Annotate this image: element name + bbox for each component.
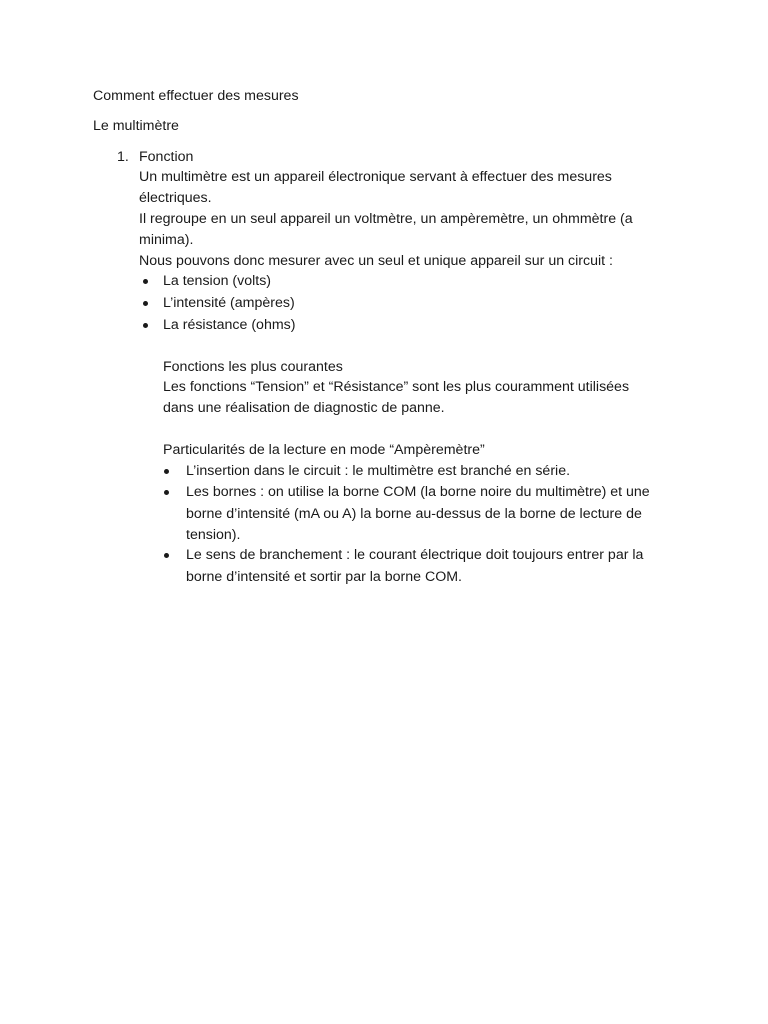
section-number: 1. [117,149,129,165]
bullet-icon [143,323,148,328]
bullet-icon [143,301,148,306]
common-functions-heading: Fonctions les plus courantes [163,359,343,375]
ammeter-item-line: Les bornes : on utilise la borne COM (la borne noire du multimètre) et une [186,484,650,500]
ammeter-mode-heading: Particularités de la lecture en mode “Ampèremètre” [163,442,485,458]
common-functions-line: dans une réalisation de diagnostic de panne. [163,400,445,416]
ammeter-item-line: tension). [186,527,241,543]
intro-line: Nous pouvons donc mesurer avec un seul et unique appareil sur un circuit : [139,253,613,269]
common-functions-line: Les fonctions “Tension” et “Résistance” sont les plus couramment utilisées [163,379,630,395]
bullet-icon [164,469,169,474]
ammeter-item-line: Le sens de branchement : le courant électrique doit toujours entrer par la [186,547,644,563]
bullet-icon [164,490,169,495]
measure-item: La tension (volts) [163,273,272,289]
bullet-icon [143,279,148,284]
intro-line: Un multimètre est un appareil électronique servant à effectuer des mesures [139,169,612,185]
section-heading: Fonction [139,149,194,165]
intro-line: minima). [139,232,194,248]
document-title: Comment effectuer des mesures [93,88,299,104]
document-subtitle: Le multimètre [93,118,179,134]
bullet-icon [164,553,169,558]
ammeter-item-line: borne d’intensité (mA ou A) la borne au-dessus de la borne de lecture de [186,506,642,522]
ammeter-item-line: borne d’intensité et sortir par la borne COM. [186,569,462,585]
measure-item: La résistance (ohms) [163,317,296,333]
intro-line: électriques. [139,190,212,206]
measure-item: L’intensité (ampères) [163,295,295,311]
intro-line: Il regroupe en un seul appareil un voltmètre, un ampèremètre, un ohmmètre (a [139,211,633,227]
ammeter-item-line: L’insertion dans le circuit : le multimètre est branché en série. [186,463,571,479]
